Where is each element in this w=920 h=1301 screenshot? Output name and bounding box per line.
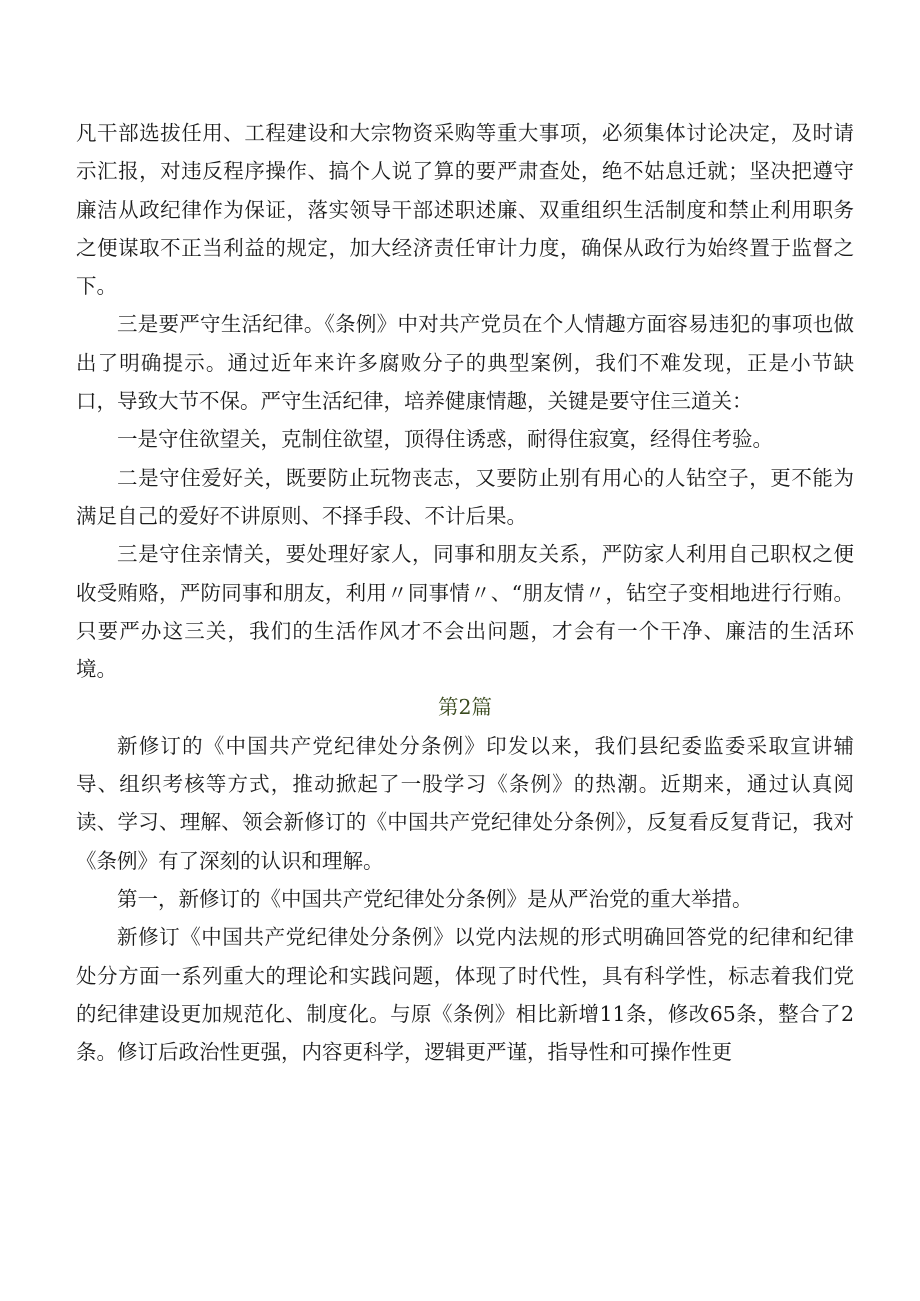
paragraph-hobby-pass: 二是守住爱好关，既要防止玩物丧志，又要防止别有用心的人钻空子，更不能为满足自己的爱好不讲原则、不择手段、不计后果。	[76, 465, 854, 528]
section-heading: 第2篇	[437, 695, 493, 720]
paragraph-continuation: 凡干部选拔任用、工程建设和大宗物资采购等重大事项，必须集体讨论决定，及时请示汇报，对违反程序操作、搞个人说了算的要严肃查处，绝不姑息迁就；坚决把遵守廉洁从政纪律作为保证，落实领导干部述职述廉、双重组织生活制度和禁止利用职务之便谋取不正当利益的规定，加大经济责任审计力度，确保从政行为始终置于监督之下。	[76, 121, 854, 299]
paragraph-life-discipline: 三是要严守生活纪律。《条例》中对共产党员在个人情趣方面容易违犯的事项也做出了明确提示。通过近年来许多腐败分子的典型案例，我们不难发现，正是小节缺口，导致大节不保。严守生活纪律，培养健康情趣，关键是要守住三道关：	[76, 312, 854, 414]
paragraph-point-one: 第一，新修订的《中国共产党纪律处分条例》是从严治党的重大举措。	[117, 886, 753, 911]
paragraph-intro: 新修订的《中国共产党纪律处分条例》印发以来，我们县纪委监委采取宣讲辅导、组织考核等方式，推动掀起了一股学习《条例》的热潮。近期来，通过认真阅读、学习、理解、领会新修订的《中国共产党纪律处分条例》，反复看反复背记，我对《条例》有了深刻的认识和理解。	[76, 733, 854, 873]
document-body	[76, 114, 854, 1071]
paragraph-revision-detail: 新修订《中国共产党纪律处分条例》以党内法规的形式明确回答党的纪律和纪律处分方面一系列重大的理论和实践问题，体现了时代性，具有科学性，标志着我们党的纪律建设更加规范化、制度化。与原《条例》相比新增11条，修改65条，整合了2条。修订后政治性更强，内容更科学，逻辑更严谨，指导性和可操作性更	[76, 925, 854, 1065]
paragraph-desire-pass: 一是守住欲望关，克制住欲望，顶得住诱惑，耐得住寂寞，经得住考验。	[117, 427, 773, 452]
paragraph-family-pass: 三是守住亲情关，要处理好家人，同事和朋友关系，严防家人利用自己职权之便收受贿赂，严防同事和朋友，利用〃同事情〃、“朋友情〃，钻空子变相地进行行贿。只要严办这三关，我们的生活作风才不会出问题，才会有一个干净、廉洁的生活环境。	[76, 542, 854, 682]
